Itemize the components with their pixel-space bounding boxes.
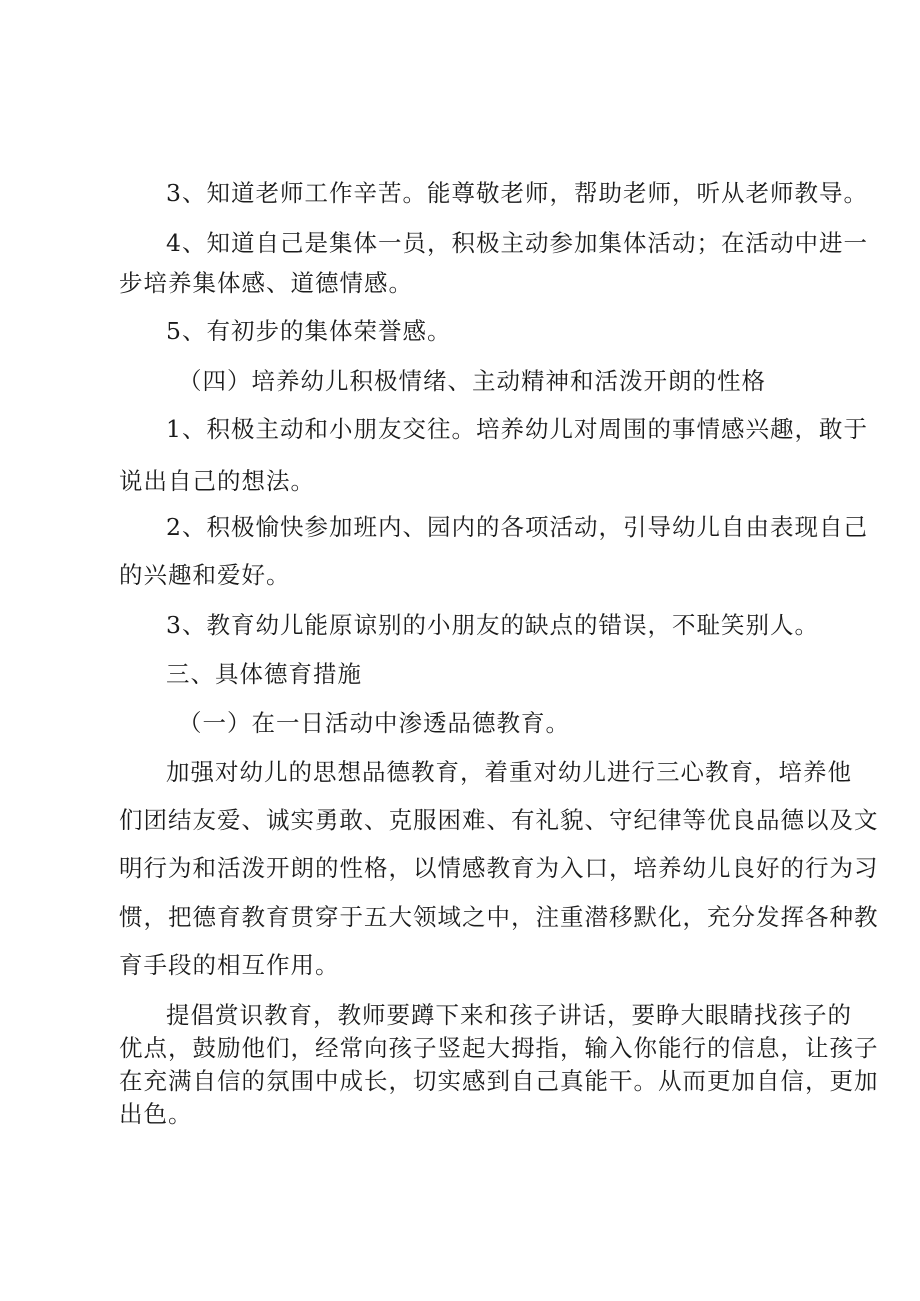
text-line: 4、知道自己是集体一员，积极主动参加集体活动；在活动中进一 xyxy=(166,229,868,257)
section-heading: （四）培养幼儿积极情绪、主动精神和活泼开朗的性格 xyxy=(178,367,766,395)
text-line: 在充满自信的氛围中成长，切实感到自己真能干。从而更加自信，更加 xyxy=(119,1067,879,1095)
text-line: 明行为和活泼开朗的性格，以情感教育为入口，培养幼儿良好的行为习 xyxy=(119,854,879,882)
text-line: 出色。 xyxy=(119,1100,193,1128)
section-heading: 三、具体德育措施 xyxy=(166,660,362,688)
text-line: 3、教育幼儿能原谅别的小朋友的缺点的错误，不耻笑别人。 xyxy=(166,611,819,639)
text-line: 加强对幼儿的思想品德教育，着重对幼儿进行三心教育，培养他 xyxy=(166,758,852,786)
text-line: 3、知道老师工作辛苦。能尊敬老师，帮助老师，听从老师教导。 xyxy=(166,179,868,207)
text-line: 的兴趣和爱好。 xyxy=(119,561,291,589)
text-line: 们团结友爱、诚实勇敢、克服困难、有礼貌、守纪律等优良品德以及文 xyxy=(119,806,879,834)
text-line: 惯，把德育教育贯穿于五大领域之中，注重潜移默化，充分发挥各种教 xyxy=(119,903,879,931)
text-line: 育手段的相互作用。 xyxy=(119,951,340,979)
text-line: 优点，鼓励他们，经常向孩子竖起大拇指，输入你能行的信息，让孩子 xyxy=(119,1034,879,1062)
section-heading: （一）在一日活动中渗透品德教育。 xyxy=(178,709,570,737)
text-line: 5、有初步的集体荣誉感。 xyxy=(166,317,452,345)
text-line: 2、积极愉快参加班内、园内的各项活动，引导幼儿自由表现自己 xyxy=(166,513,868,541)
text-line: 1、积极主动和小朋友交往。培养幼儿对周围的事情感兴趣，敢于 xyxy=(166,415,868,443)
text-line: 提倡赏识教育，教师要蹲下来和孩子讲话，要睁大眼睛找孩子的 xyxy=(166,1001,852,1029)
text-line: 步培养集体感、道德情感。 xyxy=(119,269,413,297)
text-line: 说出自己的想法。 xyxy=(119,467,315,495)
